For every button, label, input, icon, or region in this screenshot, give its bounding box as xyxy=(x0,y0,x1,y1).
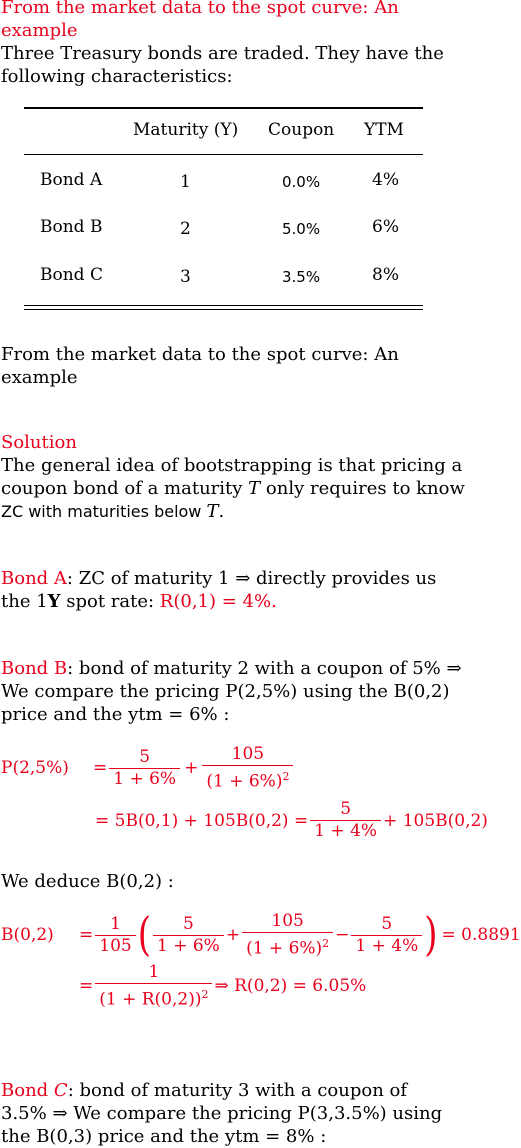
row-name: Bond A xyxy=(40,170,103,190)
bond-b-line-2: We compare the pricing P(2,5%) using the B(0,2) xyxy=(1,681,450,702)
header-coupon: Coupon xyxy=(268,120,335,140)
bond-c-line-1: Bond C: bond of maturity 3 with a coupon of xyxy=(1,1080,408,1101)
table-top-rule xyxy=(24,107,423,109)
title-line-2: example xyxy=(1,20,78,41)
intro-line-2: following characteristics: xyxy=(1,66,233,87)
header-maturity: Maturity (Y) xyxy=(133,120,239,140)
table-bottom-rule xyxy=(24,305,423,306)
solution-line-3: ZC with maturities below T. xyxy=(1,501,225,522)
solution-heading: Solution xyxy=(1,432,77,453)
equation-p25: P(2,5%) = $\frac{5}{1 + 6\%}$ + $\frac{105}{(1 + 6\%)^2}$ xyxy=(1,745,295,792)
row-name: Bond C xyxy=(40,265,103,285)
header-ytm: YTM xyxy=(364,120,404,140)
equation-r02: = $\frac{1}{(1 + R(0,2))^2}$ ⇒ R(0,2) = 6.05% xyxy=(79,962,367,1010)
row-ytm: 8% xyxy=(372,265,399,285)
bond-a-line-1: Bond A: ZC of maturity 1 ⇒ directly provides us xyxy=(1,568,437,589)
bond-c-line-2: 3.5% ⇒ We compare the pricing P(3,3.5%) using xyxy=(1,1103,443,1124)
intro-line-1: Three Treasury bonds are traded. They have the xyxy=(1,43,444,64)
row-coupon: 3.5% xyxy=(282,268,321,286)
equation-b02: B(0,2) = $\frac{1}{105}$ ( $\frac{5}{1 + 6\%}$ + $\frac{105}{(1 + 6\%)^2}$ − $\frac{5}{1 + 4\%}$ ) = 0.8891 xyxy=(1,908,521,963)
bond-b-line-1: Bond B: bond of maturity 2 with a coupon of 5% ⇒ xyxy=(1,658,462,679)
table-header-rule xyxy=(24,154,423,155)
row-name: Bond B xyxy=(40,217,103,237)
row-coupon: 0.0% xyxy=(282,173,321,191)
solution-line-2: coupon bond of a maturity T only requires to know xyxy=(1,478,465,499)
title-line-1: From the market data to the spot curve: An xyxy=(1,0,399,18)
table-bottom-rule-2 xyxy=(24,309,423,310)
row-maturity: 1 xyxy=(180,172,191,192)
row-coupon: 5.0% xyxy=(282,220,321,238)
row-maturity: 2 xyxy=(180,219,191,239)
row-maturity: 3 xyxy=(180,267,191,287)
bond-a-line-2: the 1Y spot rate: R(0,1) = 4%. xyxy=(1,591,277,612)
deduce-line: We deduce B(0,2) : xyxy=(1,871,174,892)
row-ytm: 4% xyxy=(372,170,399,190)
equation-p25-expansion: = 5B(0,1) + 105B(0,2) = $\frac{5}{1 + 4\%}$ + 105B(0,2) xyxy=(95,799,488,841)
row-ytm: 6% xyxy=(372,217,399,237)
subtitle-line-1: From the market data to the spot curve: An xyxy=(1,344,399,365)
subtitle-line-2: example xyxy=(1,367,78,388)
bond-b-line-3: price and the ytm = 6% : xyxy=(1,704,230,725)
bond-c-line-3: the B(0,3) price and the ytm = 8% : xyxy=(1,1126,327,1147)
solution-line-1: The general idea of bootstrapping is that pricing a xyxy=(1,455,463,476)
